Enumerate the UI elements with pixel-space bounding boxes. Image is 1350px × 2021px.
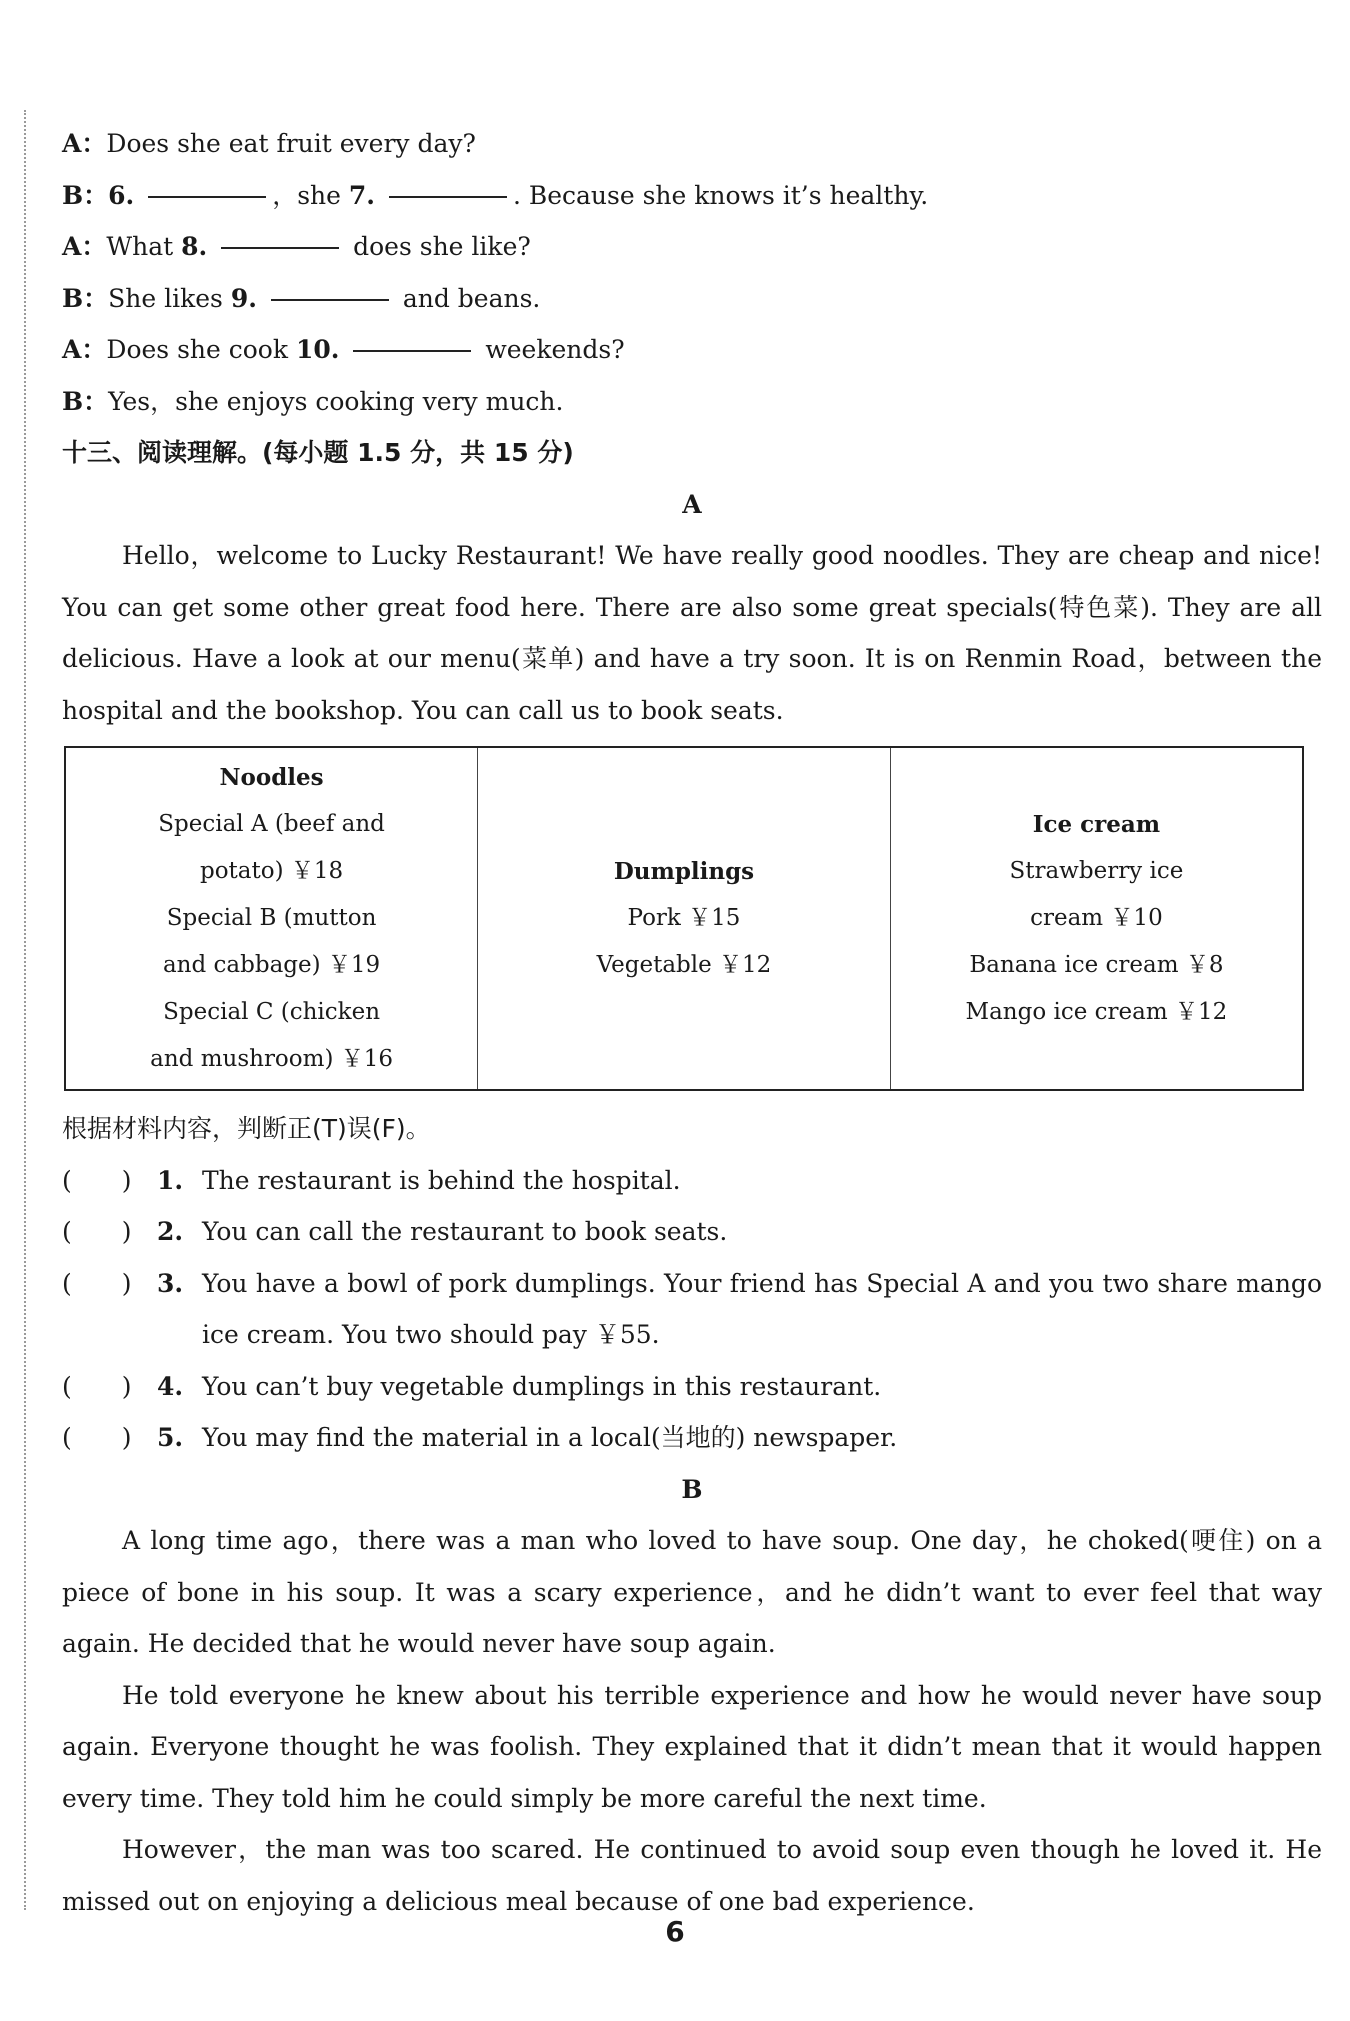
menu-item: Mango ice cream ￥12 [965,999,1228,1025]
menu-item: Pork ￥15 [627,905,741,931]
page-content [62,118,1322,1927]
speaker-label: B： [62,283,109,313]
question-text: You may find the material in a local(当地的) newspaper. [202,1423,898,1452]
speaker-label: A： [62,232,107,261]
answer-paren[interactable]: ( ) [62,1217,132,1246]
menu-noodles-heading: Noodles [219,764,324,791]
question-row [62,1206,1322,1258]
answer-paren[interactable]: ( ) [62,1423,132,1452]
answer-paren[interactable]: ( ) [62,1268,132,1298]
dialogue-text: Does she cook [106,335,288,364]
menu-table [64,746,1304,1091]
passage-b-paragraph: However，the man was too scared. He continued to avoid soup even though he loved it. He missed out on enjoying a delicious meal because of one bad experience. [62,1835,1322,1916]
menu-item: Banana ice cream ￥8 [969,952,1224,978]
dialogue-text: What [106,232,174,261]
question-number: 5. [157,1423,184,1452]
dialogue-text: . Because she knows it’s healthy. [512,180,929,210]
blank-number: 6. [108,180,135,210]
menu-ice-cream-cell [890,747,1303,1090]
dialogue-line-3 [62,221,1322,273]
blank-number: 8. [181,232,208,261]
dialogue-line-6 [62,376,1322,428]
menu-item: potato) ￥18 [199,858,344,884]
question-number: 3. [157,1268,184,1298]
menu-item: Special C (chicken [163,999,381,1025]
binding-margin-line [24,110,26,1910]
dialogue-line-4 [62,273,1322,325]
speaker-label: B： [62,180,109,210]
passage-b-label: B [681,1474,703,1504]
question-row [62,1155,1322,1207]
menu-item: and mushroom) ￥16 [150,1046,393,1072]
menu-item: and cabbage) ￥19 [162,952,381,978]
answer-blank-7[interactable] [389,195,507,198]
passage-b-paragraph: A long time ago，there was a man who loved to have soup. One day，he choked(哽住) on a piece of bone in his soup. It was a scary experience，and he didn’t want to ever feel that way again. He decided that he would never have soup again. [62,1526,1322,1658]
question-number: 2. [157,1217,184,1246]
question-text: You can call the restaurant to book seats. [202,1217,728,1246]
menu-noodles-cell [65,747,478,1090]
dialogue-text: weekends? [485,335,625,364]
blank-number: 7. [348,180,375,210]
answer-blank-10[interactable] [353,349,471,352]
answer-paren[interactable]: ( ) [62,1371,132,1401]
speaker-label: A： [62,129,107,158]
menu-item: Special B (mutton [166,905,377,931]
dialogue-line-1 [62,118,1322,170]
dialogue-text: Does she eat fruit every day? [106,129,476,158]
question-row [62,1361,1322,1413]
dialogue-text: does she like? [353,232,531,261]
question-text: You can’t buy vegetable dumplings in this restaurant. [202,1371,882,1401]
question-text: The restaurant is behind the hospital. [202,1165,681,1195]
dialogue-text: She likes [108,283,223,313]
blank-number: 9. [230,283,257,313]
menu-dumplings-heading: Dumplings [613,858,755,885]
dialogue-text: and beans. [402,283,541,313]
passage-a-text: Hello，welcome to Lucky Restaurant! We have really good noodles. They are cheap and nice! You can get some other great food here. There are also some great specials(特色菜). They are all delicious. Have a look at our menu(菜单) and have a try soon. It is on Renmin Road，between the hospital and the bookshop. You can call us to book seats. [62,541,1322,725]
passage-b-paragraph: He told everyone he knew about his terrible experience and how he would never have soup again. Everyone thought he was foolish. They explained that it didn’t mean that it would happen every time. They told him he could simply be more careful the next time. [62,1680,1322,1813]
tf-instruction: 根据材料内容，判断正(T)误(F)。 [62,1114,431,1143]
page-number: 6 [665,1915,685,1948]
speaker-label: A： [62,335,107,364]
dialogue-text: ，she [272,180,341,210]
menu-item: Special A (beef and [158,811,385,837]
menu-ice-cream-heading: Ice cream [1032,811,1161,838]
menu-item: Vegetable ￥12 [596,952,772,978]
question-text: You have a bowl of pork dumplings. Your friend has Special A and you two share mango ice cream. You two should pay ￥55. [202,1268,1322,1349]
answer-blank-9[interactable] [271,298,389,301]
question-row [62,1258,1322,1361]
dialogue-text: Yes，she enjoys cooking very much. [108,386,564,416]
passage-a-label: A [682,489,702,519]
menu-dumplings-cell [478,747,891,1090]
blank-number: 10. [295,335,340,364]
answer-blank-6[interactable] [148,195,266,198]
menu-item: cream ￥10 [1030,905,1163,931]
speaker-label: B： [62,386,109,416]
dialogue-line-2 [62,170,1322,222]
question-number: 4. [157,1371,184,1401]
question-number: 1. [157,1165,184,1195]
dialogue-line-5 [62,324,1322,376]
section-title: 十三、阅读理解。(每小题 1.5 分，共 15 分) [62,438,574,467]
question-row [62,1412,1322,1464]
answer-blank-8[interactable] [221,246,339,249]
menu-item: Strawberry ice [1009,858,1184,884]
answer-paren[interactable]: ( ) [62,1165,132,1195]
